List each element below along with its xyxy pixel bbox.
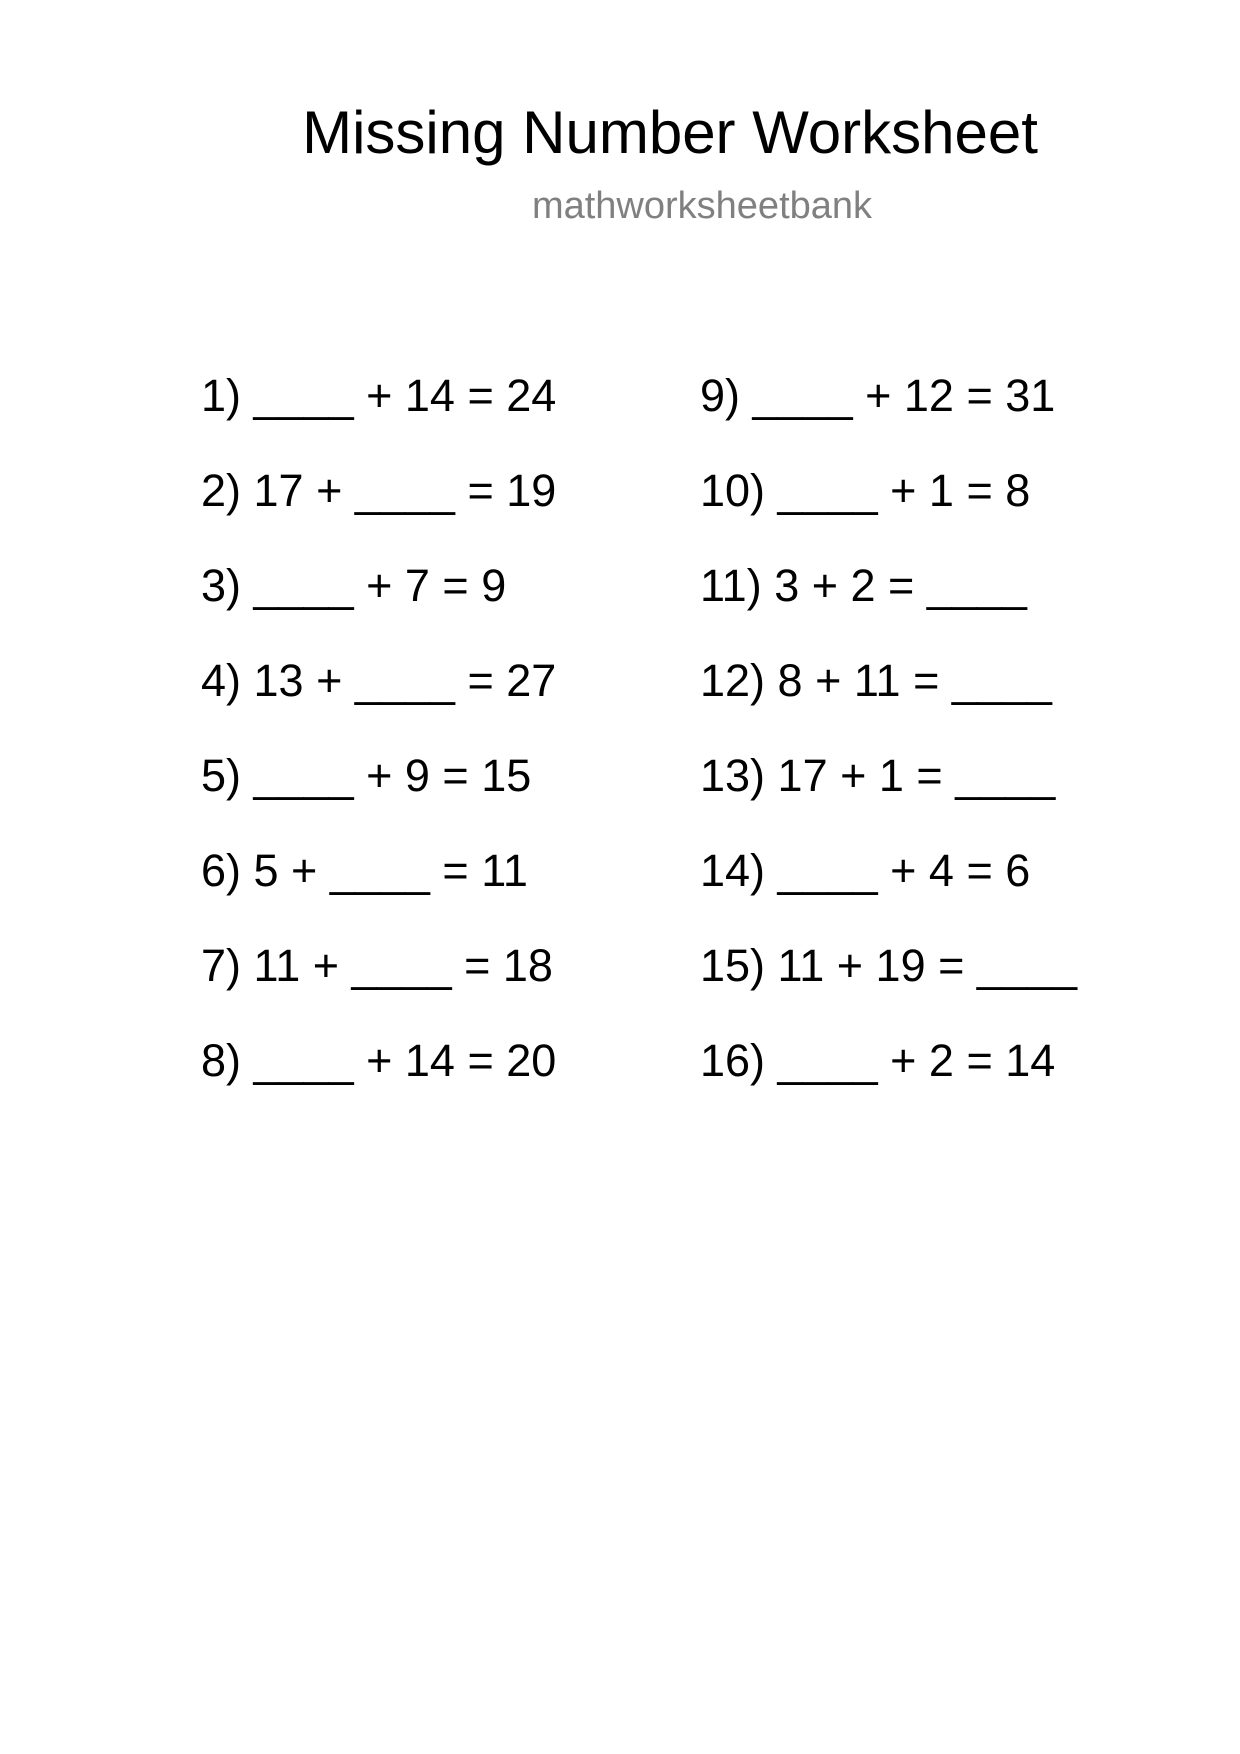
worksheet-subtitle: mathworksheetbank [531,185,873,227]
worksheet-title: Missing Number Worksheet [302,99,1038,166]
problem: 5) ____ + 9 = 15 [201,750,532,801]
problem: 2) 17 + ____ = 19 [201,465,557,516]
problem: 1) ____ + 14 = 24 [201,370,557,421]
problems-column-left [201,348,556,1108]
problem: 3) ____ + 7 = 9 [201,560,507,611]
problem: 16) ____ + 2 = 14 [700,1035,1056,1086]
problems-column-right [700,348,1077,1108]
problem: 4) 13 + ____ = 27 [201,655,557,706]
problem: 13) 17 + 1 = ____ [700,750,1056,801]
problem: 8) ____ + 14 = 20 [201,1035,557,1086]
problem: 6) 5 + ____ = 11 [201,845,528,896]
problem: 11) 3 + 2 = ____ [700,560,1027,611]
problem: 9) ____ + 12 = 31 [700,370,1056,421]
problem: 7) 11 + ____ = 18 [201,940,553,991]
problem: 12) 8 + 11 = ____ [700,655,1052,706]
problem: 14) ____ + 4 = 6 [700,845,1031,896]
problem: 10) ____ + 1 = 8 [700,465,1031,516]
problem: 15) 11 + 19 = ____ [700,940,1077,991]
